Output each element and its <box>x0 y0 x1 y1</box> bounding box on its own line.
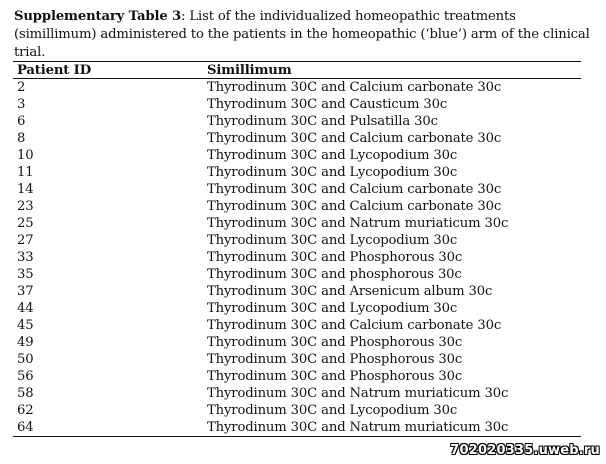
patient-id-cell: 8 <box>17 131 26 146</box>
simillimum-cell: Thyrodinum 30C and Phosphorous 30c <box>207 335 463 350</box>
table-caption <box>14 8 599 62</box>
patient-id-cell: 2 <box>17 80 26 95</box>
patient-id-cell: 11 <box>17 165 34 180</box>
table-row <box>13 79 581 97</box>
table-row <box>13 215 581 232</box>
table-row <box>13 300 581 317</box>
caption-text: : List of the individualized homeopathic treatments (simillimum) administered to the patients in the homeopathic (‘blue’) arm of the clinical trial. <box>14 9 590 60</box>
simillimum-cell: Thyrodinum 30C and Phosphorous 30c <box>207 352 463 367</box>
table-row <box>13 113 581 130</box>
simillimum-cell: Thyrodinum 30C and Lycopodium 30c <box>207 403 458 418</box>
patient-id-cell: 14 <box>17 182 34 197</box>
table-row <box>13 96 581 113</box>
patient-id-cell: 23 <box>17 199 34 214</box>
simillimum-cell: Thyrodinum 30C and Lycopodium 30c <box>207 233 458 248</box>
patient-id-cell: 45 <box>17 318 34 333</box>
table-row <box>13 351 581 368</box>
treatments-table-container <box>13 61 581 437</box>
table-row <box>13 198 581 215</box>
table-row <box>13 385 581 402</box>
patient-id-cell: 33 <box>17 250 34 265</box>
patient-id-cell: 25 <box>17 216 34 231</box>
patient-id-cell: 35 <box>17 267 34 282</box>
simillimum-cell: Thyrodinum 30C and Phosphorous 30c <box>207 369 463 384</box>
watermark: 702020335.uweb.ru <box>450 443 600 458</box>
patient-id-cell: 62 <box>17 403 34 418</box>
patient-id-cell: 44 <box>17 301 34 316</box>
patient-id-cell: 56 <box>17 369 34 384</box>
simillimum-cell: Thyrodinum 30C and Phosphorous 30c <box>207 250 463 265</box>
patient-id-cell: 3 <box>17 97 26 112</box>
patient-id-cell: 10 <box>17 148 34 163</box>
patient-id-cell: 6 <box>17 114 26 129</box>
table-body <box>13 79 581 437</box>
table-row <box>13 283 581 300</box>
caption-label: Supplementary Table 3 <box>14 9 182 24</box>
table-row <box>13 266 581 283</box>
header-simillimum: Simillimum <box>207 62 581 79</box>
table-header <box>13 62 581 79</box>
header-row <box>13 62 581 79</box>
patient-id-cell: 58 <box>17 386 34 401</box>
patient-id-cell: 37 <box>17 284 34 299</box>
simillimum-cell: Thyrodinum 30C and Calcium carbonate 30c <box>207 318 502 333</box>
patient-id-cell: 27 <box>17 233 34 248</box>
simillimum-cell: Thyrodinum 30C and Causticum 30c <box>207 97 448 112</box>
table-row <box>13 402 581 419</box>
table-row <box>13 181 581 198</box>
table-row <box>13 419 581 437</box>
table-row <box>13 130 581 147</box>
simillimum-cell: Thyrodinum 30C and Calcium carbonate 30c <box>207 182 502 197</box>
simillimum-cell: Thyrodinum 30C and phosphorous 30c <box>207 267 462 282</box>
simillimum-cell: Thyrodinum 30C and Pulsatilla 30c <box>207 114 438 129</box>
table-row <box>13 147 581 164</box>
header-patient-id: Patient ID <box>13 62 207 79</box>
simillimum-cell: Thyrodinum 30C and Lycopodium 30c <box>207 301 458 316</box>
simillimum-cell: Thyrodinum 30C and Lycopodium 30c <box>207 165 458 180</box>
simillimum-cell: Thyrodinum 30C and Calcium carbonate 30c <box>207 131 502 146</box>
patient-id-cell: 49 <box>17 335 34 350</box>
simillimum-cell: Thyrodinum 30C and Lycopodium 30c <box>207 148 458 163</box>
table-row <box>13 232 581 249</box>
table-row <box>13 249 581 266</box>
patient-id-cell: 64 <box>13 419 207 437</box>
treatments-table <box>13 61 581 437</box>
simillimum-cell: Thyrodinum 30C and Calcium carbonate 30c <box>207 80 502 95</box>
simillimum-cell: Thyrodinum 30C and Arsenicum album 30c <box>207 284 493 299</box>
simillimum-cell: Thyrodinum 30C and Natrum muriaticum 30c <box>207 216 509 231</box>
table-row <box>13 164 581 181</box>
patient-id-cell: 50 <box>17 352 34 367</box>
simillimum-cell: Thyrodinum 30C and Natrum muriaticum 30c <box>207 386 509 401</box>
simillimum-cell: Thyrodinum 30C and Calcium carbonate 30c <box>207 199 502 214</box>
simillimum-cell: Thyrodinum 30C and Natrum muriaticum 30c <box>207 419 581 437</box>
table-row <box>13 317 581 334</box>
table-row <box>13 368 581 385</box>
table-row <box>13 334 581 351</box>
